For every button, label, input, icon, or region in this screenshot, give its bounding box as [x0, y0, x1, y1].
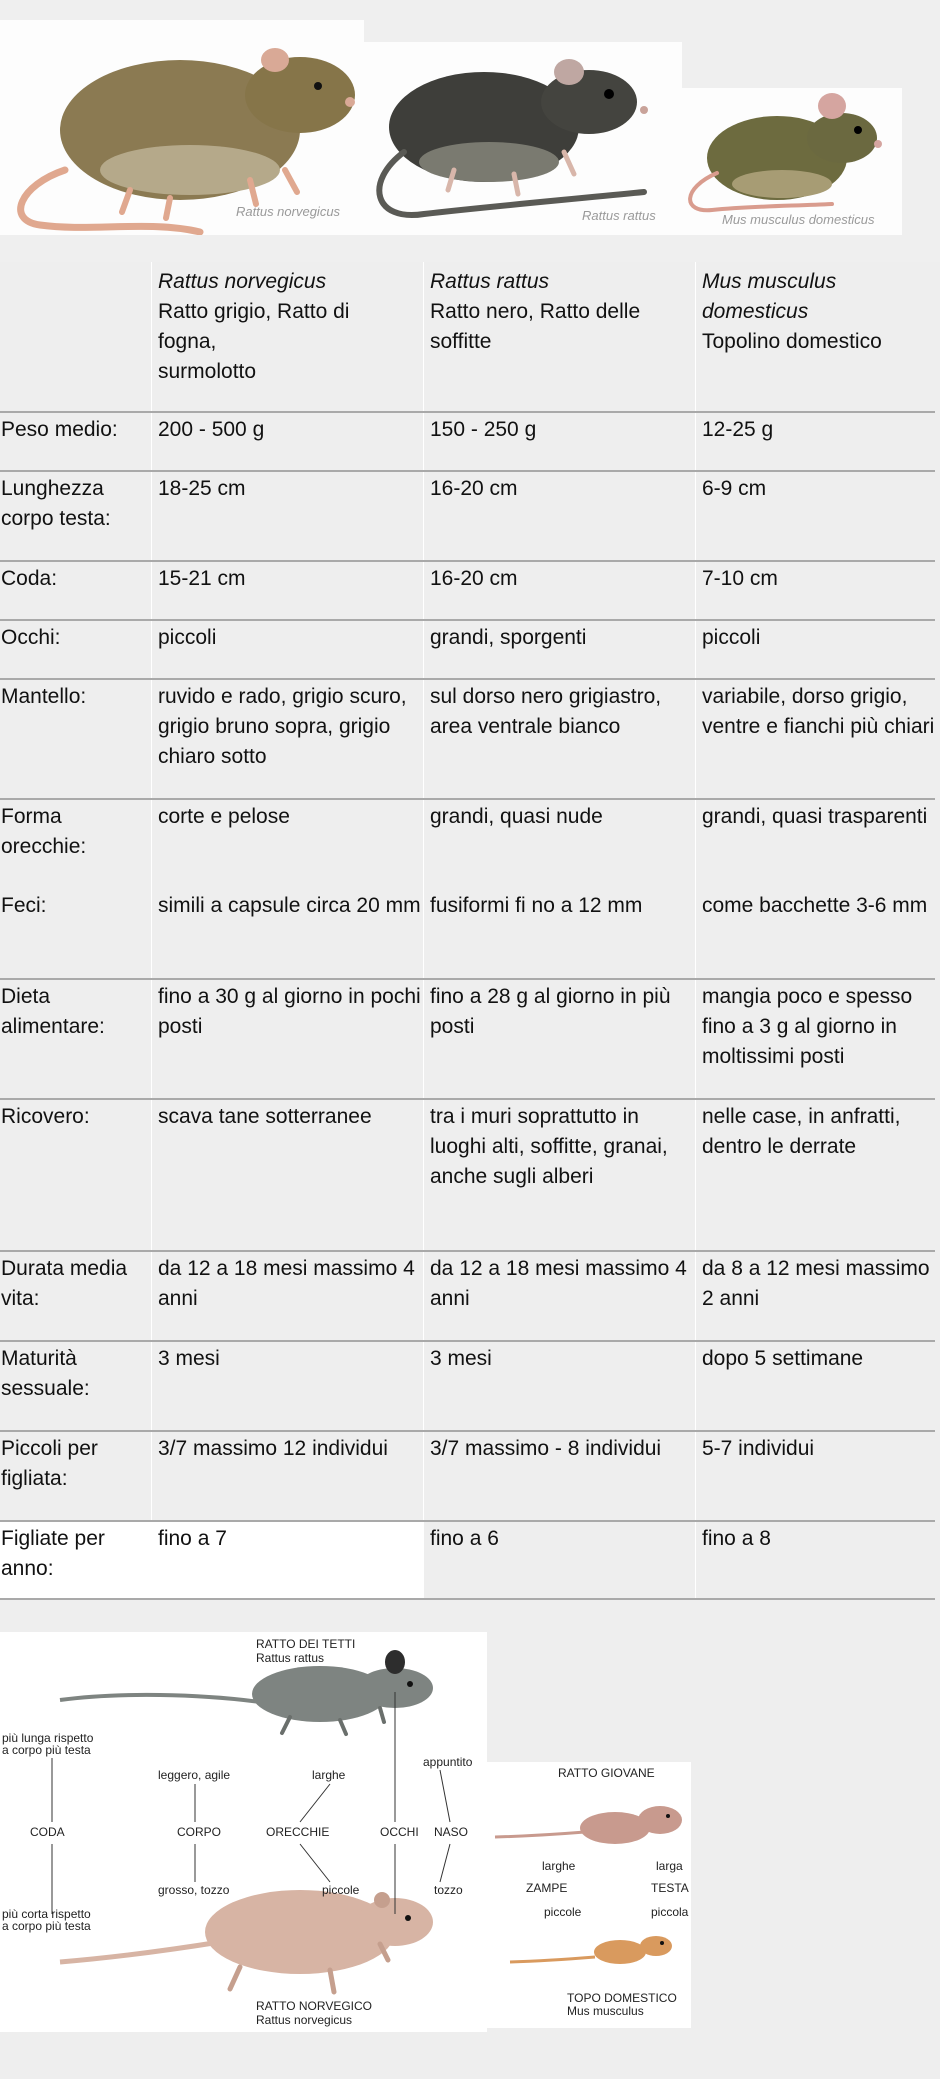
label-naso: NASO: [434, 1825, 469, 1839]
label-naso-bot: tozzo: [434, 1883, 463, 1897]
label-corpo: CORPO: [177, 1825, 222, 1839]
table-cell: 18-25 cm: [152, 471, 424, 561]
table-cell: 3/7 massimo - 8 individui: [424, 1431, 696, 1521]
young-piccola: piccola: [651, 1905, 689, 1919]
table-cell: 15-21 cm: [152, 561, 424, 620]
row-label: Lunghezza corpo testa:: [0, 471, 152, 561]
common-name-line: fogna,: [158, 330, 217, 353]
header-empty-cell: [0, 262, 152, 412]
table-cell: tra i muri soprattutto in luoghi alti, soffitte, granai, anche sugli alberi: [424, 1099, 696, 1251]
table-cell: 150 - 250 g: [424, 412, 696, 471]
table-cell: fusiformi fi no a 12 mm: [424, 889, 696, 979]
label-naso-top: appuntito: [423, 1755, 473, 1769]
table-row: [0, 561, 935, 620]
table-cell: grandi, sporgenti: [424, 620, 696, 679]
label-coda: CODA: [30, 1825, 65, 1839]
table-cell: nelle case, in anfratti, dentro le derrate: [696, 1099, 936, 1251]
table-row: [0, 1431, 935, 1521]
table-cell: grandi, quasi nude: [424, 799, 696, 889]
common-name-line: Topolino domestico: [702, 330, 882, 353]
caption-rattus-rattus: Rattus rattus: [582, 208, 656, 223]
table-cell: dopo 5 settimane: [696, 1341, 936, 1431]
table-cell: scava tane sotterranee: [152, 1099, 424, 1251]
rat-comparison-diagram: [0, 1632, 940, 2074]
young-zampe: ZAMPE: [526, 1881, 568, 1895]
table-cell: 12-25 g: [696, 412, 936, 471]
table-row: [0, 412, 935, 471]
row-label: Dieta alimentare:: [0, 979, 152, 1099]
row-label: Mantello:: [0, 679, 152, 799]
header-rattus-rattus: [424, 262, 696, 412]
label-coda-top-1: più lunga rispetto: [2, 1731, 94, 1745]
table-cell: da 8 a 12 mesi massimo 2 anni: [696, 1251, 936, 1341]
table-cell: 3 mesi: [424, 1341, 696, 1431]
latin-name: Rattus norvegicus: [158, 270, 327, 293]
table-cell: variabile, dorso grigio, ventre e fianchi più chiari: [696, 679, 936, 799]
diagram-svg: [0, 1632, 940, 2074]
mouse-latin: Mus musculus: [567, 2004, 644, 2018]
common-name-line: Ratto grigio, Ratto di: [158, 300, 350, 323]
label-occhi: OCCHI: [380, 1825, 419, 1839]
row-label: Occhi:: [0, 620, 152, 679]
table-row: [0, 1099, 935, 1251]
common-name-line: surmolotto: [158, 360, 257, 383]
young-rat-title: RATTO GIOVANE: [558, 1766, 655, 1780]
table-row: [0, 679, 935, 799]
caption-rattus-norvegicus: Rattus norvegicus: [236, 204, 341, 219]
table-cell: ruvido e rado, grigio scuro, grigio bruno sopra, grigio chiaro sotto: [152, 679, 424, 799]
table-cell: 16-20 cm: [424, 471, 696, 561]
table-row: [0, 1521, 935, 1599]
label-orecchie-bot: piccole: [322, 1883, 360, 1897]
table-row: [0, 1251, 935, 1341]
comparison-table: [0, 262, 935, 1600]
latin-name-line: Mus musculus: [702, 270, 837, 293]
table-cell: 5-7 individui: [696, 1431, 936, 1521]
roof-rat-title: RATTO DEI TETTI: [256, 1637, 356, 1651]
table-cell: 6-9 cm: [696, 471, 936, 561]
header-mus-musculus: [696, 262, 936, 412]
black-rat-image: [364, 42, 682, 235]
row-label: Maturità sessuale:: [0, 1341, 152, 1431]
table-row: [0, 620, 935, 679]
young-piccole: piccole: [544, 1905, 582, 1919]
table-cell: come bacchette 3-6 mm: [696, 889, 936, 979]
house-mouse-photo: [682, 88, 902, 235]
header-rattus-norvegicus: [152, 262, 424, 412]
table-row: [0, 1341, 935, 1431]
table-row: [0, 889, 935, 979]
table-header-row: [0, 262, 935, 412]
table-cell: grandi, quasi trasparenti: [696, 799, 936, 889]
label-coda-bot-1: più corta rispetto: [2, 1907, 91, 1921]
caption-mus-musculus: Mus musculus domesticus: [722, 212, 875, 227]
table-cell: da 12 a 18 mesi massimo 4 anni: [424, 1251, 696, 1341]
young-diagram-background: [487, 1762, 691, 2028]
norway-rat-latin: Rattus norvegicus: [256, 2013, 353, 2027]
row-label: Forma orecchie:: [0, 799, 152, 889]
row-label: Ricovero:: [0, 1099, 152, 1251]
row-label: Piccoli per figliata:: [0, 1431, 152, 1521]
table-row: [0, 471, 935, 561]
norway-rat-title: RATTO NORVEGICO: [256, 1999, 373, 2013]
table-cell: fino a 28 g al giorno in più posti: [424, 979, 696, 1099]
brown-rat-photo: [0, 20, 364, 235]
latin-name-line: domesticus: [702, 300, 809, 323]
table-cell: 3/7 massimo 12 individui: [152, 1431, 424, 1521]
table-cell: fino a 7: [152, 1521, 424, 1599]
label-coda-bot-2: a corpo più testa: [2, 1919, 91, 1933]
label-orecchie-top: larghe: [312, 1768, 346, 1782]
table-cell: fino a 30 g al giorno in pochi posti: [152, 979, 424, 1099]
young-larga: larga: [656, 1859, 683, 1873]
label-coda-top-2: a corpo più testa: [2, 1743, 91, 1757]
table-cell: corte e pelose: [152, 799, 424, 889]
label-corpo-top: leggero, agile: [158, 1768, 231, 1782]
latin-name: Rattus rattus: [430, 270, 550, 293]
brown-rat-image: [0, 20, 364, 235]
table-cell: sul dorso nero grigiastro, area ventrale bianco: [424, 679, 696, 799]
table-cell: mangia poco e spesso fino a 3 g al giorno in moltissimi posti: [696, 979, 936, 1099]
table-cell: simili a capsule circa 20 mm: [152, 889, 424, 979]
table-cell: da 12 a 18 mesi massimo 4 anni: [152, 1251, 424, 1341]
table-row: [0, 979, 935, 1099]
table-cell: piccoli: [152, 620, 424, 679]
table-cell: fino a 6: [424, 1521, 696, 1599]
common-name-line: soffitte: [430, 330, 492, 353]
table-cell: fino a 8: [696, 1521, 936, 1599]
row-label: Feci:: [0, 889, 152, 979]
row-label: Durata media vita:: [0, 1251, 152, 1341]
roof-rat-latin: Rattus rattus: [256, 1651, 325, 1665]
label-corpo-bot: grosso, tozzo: [158, 1883, 230, 1897]
table-cell: 200 - 500 g: [152, 412, 424, 471]
table-cell: 16-20 cm: [424, 561, 696, 620]
row-label: Coda:: [0, 561, 152, 620]
young-larghe: larghe: [542, 1859, 576, 1873]
photo-strip: [0, 0, 940, 262]
label-orecchie: ORECCHIE: [266, 1825, 330, 1839]
table-cell: piccoli: [696, 620, 936, 679]
table-row: [0, 799, 935, 889]
table-cell: 3 mesi: [152, 1341, 424, 1431]
row-label: Figliate per anno:: [0, 1521, 152, 1599]
common-name-line: Ratto nero, Ratto delle: [430, 300, 641, 323]
mouse-title: TOPO DOMESTICO: [567, 1991, 677, 2005]
table-cell: 7-10 cm: [696, 561, 936, 620]
young-testa: TESTA: [651, 1881, 689, 1895]
black-rat-photo: [364, 42, 682, 235]
row-label: Peso medio:: [0, 412, 152, 471]
